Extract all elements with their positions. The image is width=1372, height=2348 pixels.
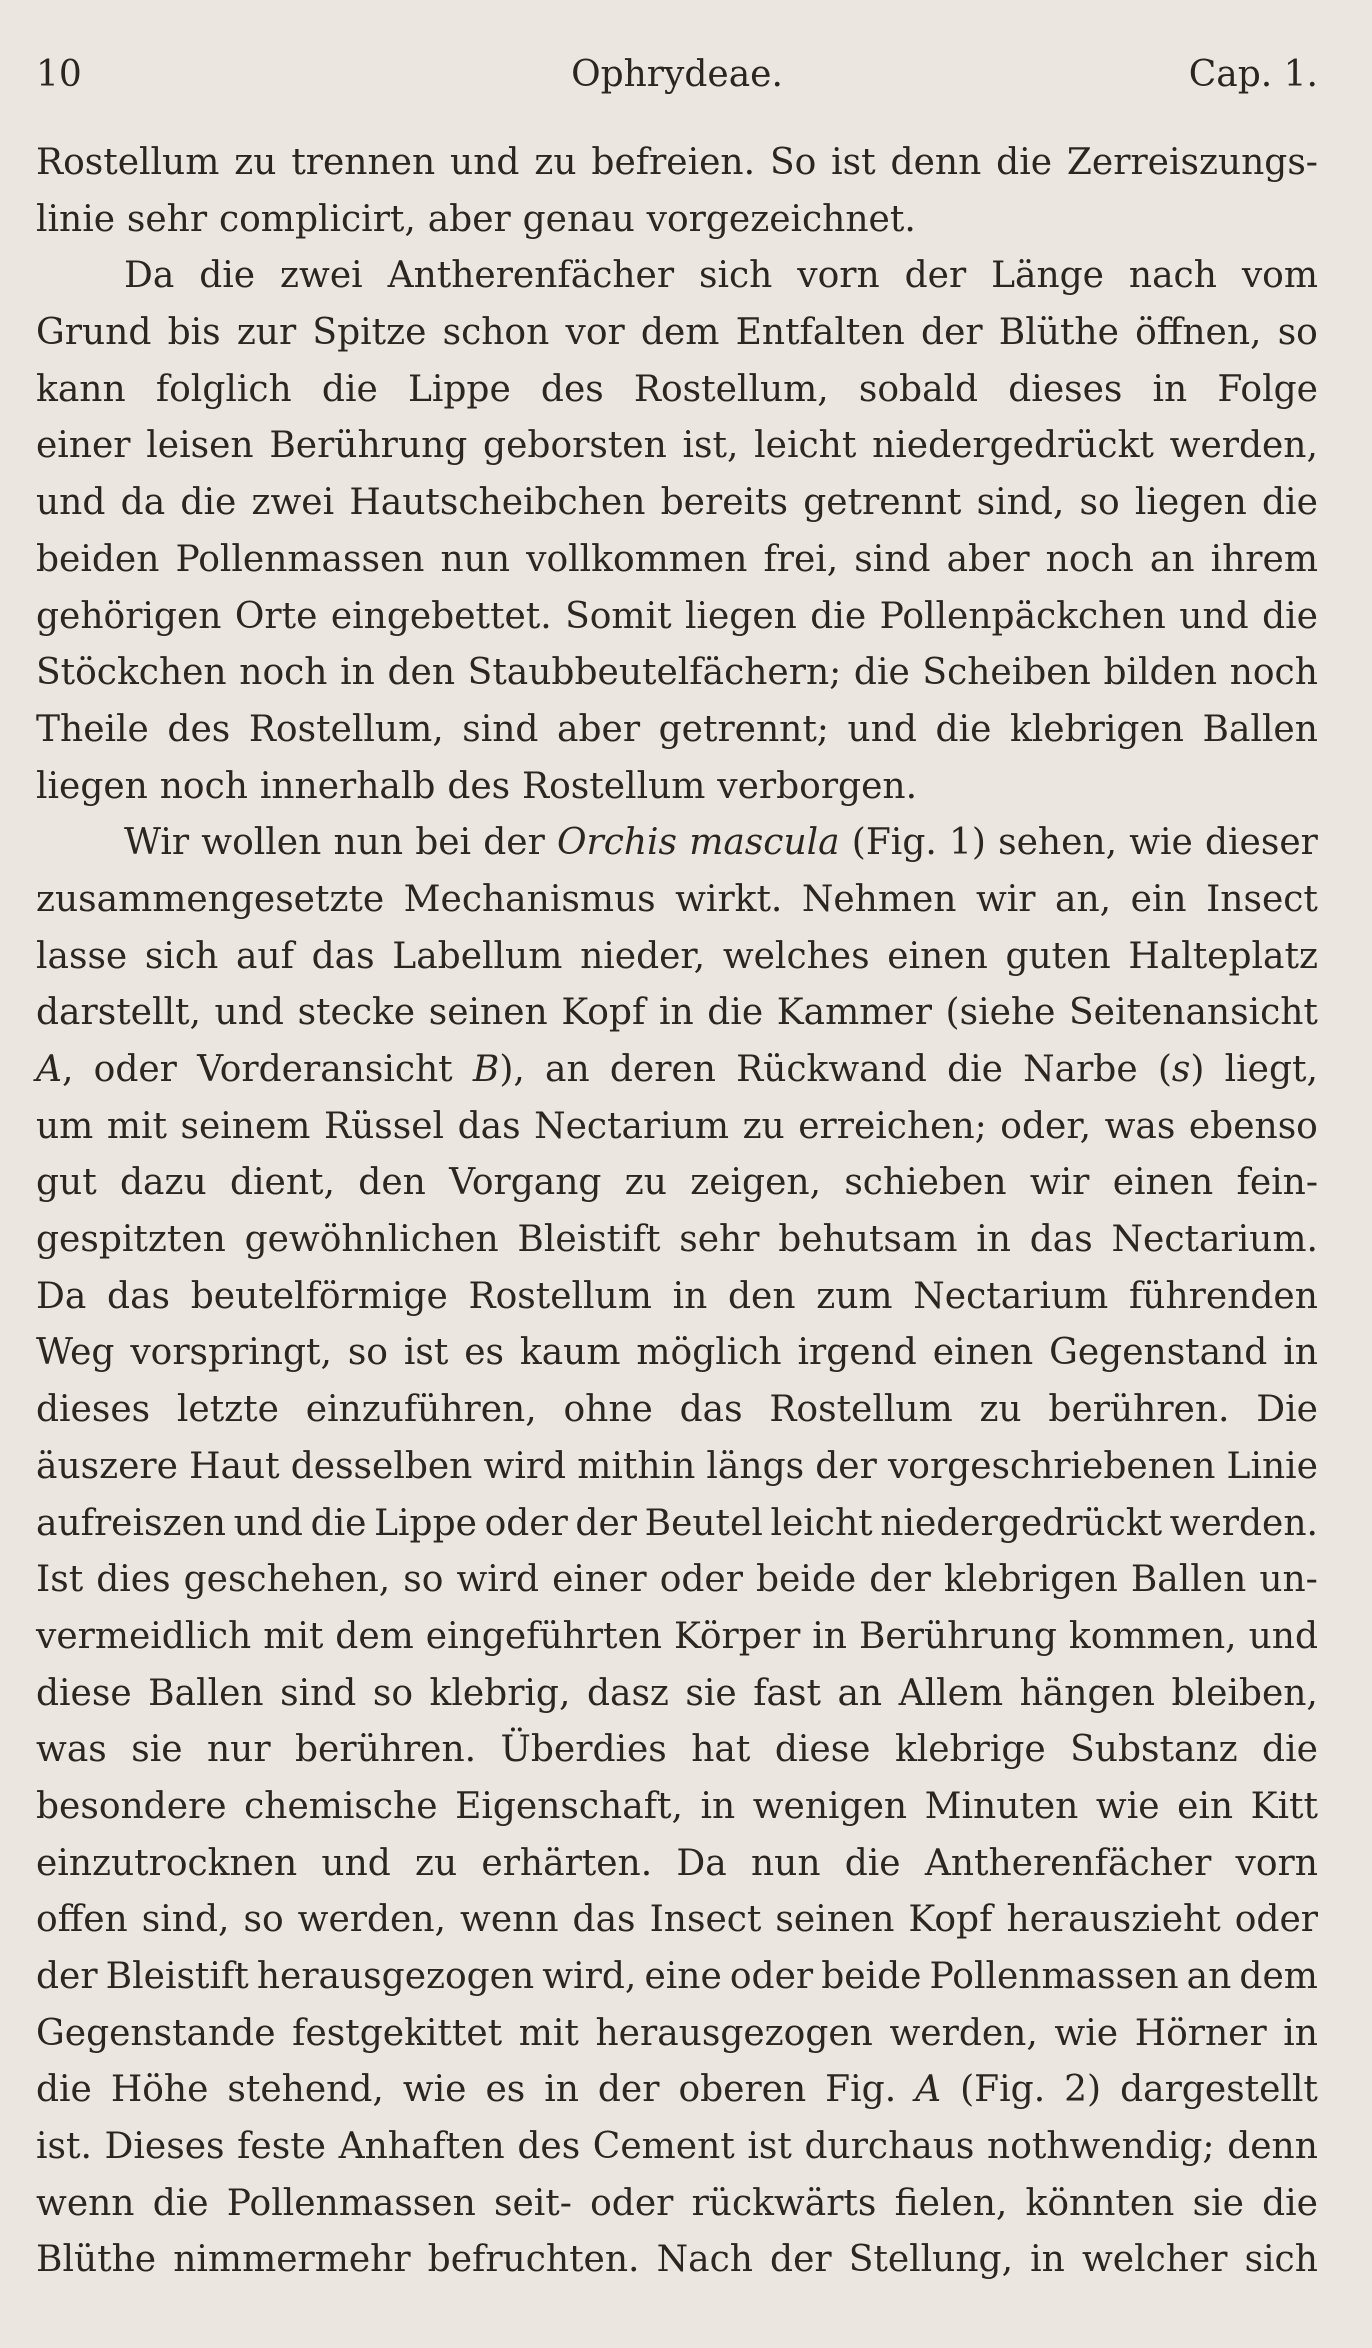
text-line: Theile des Rostellum, sind aber getrennt; und die klebrigen Ballen	[36, 708, 1318, 750]
text-line: linie sehr complicirt, aber genau vorgezeichnet.	[36, 198, 916, 240]
text-line: und da die zwei Hautscheibchen bereits getrennt sind, so liegen die	[36, 482, 1318, 524]
text-line: um mit seinem Rüssel das Nectarium zu erreichen; oder, was ebenso	[36, 1105, 1318, 1147]
chapter-label: Cap. 1.	[1188, 54, 1318, 95]
text-line: darstellt, und stecke seinen Kopf in die Kammer (siehe Seitenansicht	[36, 992, 1318, 1034]
text-line: Rostellum zu trennen und zu befreien. So ist denn die Zerreiszungs-	[36, 142, 1318, 183]
text-line: Da das beutelförmige Rostellum in den zum Nectarium führenden	[36, 1275, 1318, 1317]
text-line: was sie nur berühren. Überdies hat diese klebrige Substanz die	[36, 1729, 1318, 1771]
text-line: diese Ballen sind so klebrig, dasz sie fast an Allem hängen bleiben,	[36, 1672, 1318, 1714]
text-line: gespitzten gewöhnlichen Bleistift sehr behutsam in das Nectarium.	[36, 1219, 1318, 1261]
text-line: dieses letzte einzuführen, ohne das Rostellum zu berühren. Die	[36, 1389, 1318, 1431]
text-line: offen sind, so werden, wenn das Insect seinen Kopf herauszieht oder	[36, 1899, 1318, 1941]
text-line: A, oder Vorderansicht B), an deren Rückwand die Narbe (s) liegt,	[36, 1049, 1318, 1090]
text-line: einer leisen Berührung geborsten ist, leicht niedergedrückt werden,	[36, 425, 1318, 467]
text-line: liegen noch innerhalb des Rostellum verborgen.	[36, 765, 918, 807]
page-header	[36, 50, 1318, 120]
text-line: vermeidlich mit dem eingeführten Körper in Berührung kommen, und	[36, 1615, 1318, 1657]
text-line: besondere chemische Eigenschaft, in wenigen Minuten wie ein Kitt	[36, 1785, 1318, 1827]
text-line: ist. Dieses feste Anhaften des Cement ist durchaus nothwendig; denn	[36, 2126, 1318, 2168]
book-page	[36, 50, 1318, 2330]
text-line: aufreiszen und die Lippe oder der Beutel leicht niedergedrückt werden.	[36, 1502, 1318, 1544]
text-line: Da die zwei Antherenfächer sich vorn der Länge nach vom	[124, 255, 1318, 297]
text-line: der Bleistift herausgezogen wird, eine oder beide Pollenmassen an dem	[36, 1956, 1318, 1997]
text-line: die Höhe stehend, wie es in der oberen Fig. A (Fig. 2) dargestellt	[36, 2069, 1318, 2111]
text-line: gut dazu dient, den Vorgang zu zeigen, schieben wir einen fein-	[36, 1162, 1318, 1204]
text-line: äuszere Haut desselben wird mithin längs der vorgeschriebenen Linie	[36, 1445, 1318, 1487]
text-line: Wir wollen nun bei der Orchis mascula (Fig. 1) sehen, wie dieser	[124, 822, 1318, 864]
text-line: lasse sich auf das Labellum nieder, welches einen guten Halteplatz	[36, 935, 1318, 977]
text-line: Ist dies geschehen, so wird einer oder beide der klebrigen Ballen un-	[36, 1559, 1318, 1601]
text-line: zusammengesetzte Mechanismus wirkt. Nehmen wir an, ein Insect	[36, 878, 1318, 920]
text-line: Weg vorspringt, so ist es kaum möglich irgend einen Gegenstand in	[36, 1332, 1318, 1374]
page-number: 10	[36, 54, 82, 95]
text-line: Grund bis zur Spitze schon vor dem Entfalten der Blüthe öffnen, so	[36, 312, 1318, 354]
text-line: wenn die Pollenmassen seit- oder rückwärts fielen, könnten sie die	[36, 2182, 1318, 2224]
body-text	[36, 135, 1318, 2289]
text-line: gehörigen Orte eingebettet. Somit liegen die Pollenpäckchen und die	[36, 595, 1318, 637]
running-title: Ophrydeae.	[571, 54, 783, 95]
text-line: kann folglich die Lippe des Rostellum, sobald dieses in Folge	[36, 368, 1318, 410]
text-line: Gegenstande festgekittet mit herausgezogen werden, wie Hörner in	[36, 2012, 1318, 2054]
text-line: Stöckchen noch in den Staubbeutelfächern; die Scheiben bilden noch	[36, 652, 1318, 694]
text-line: beiden Pollenmassen nun vollkommen frei, sind aber noch an ihrem	[36, 538, 1318, 580]
text-line: einzutrocknen und zu erhärten. Da nun die Antherenfächer vorn	[36, 1842, 1318, 1884]
text-line: Blüthe nimmermehr befruchten. Nach der Stellung, in welcher sich	[36, 2239, 1318, 2281]
